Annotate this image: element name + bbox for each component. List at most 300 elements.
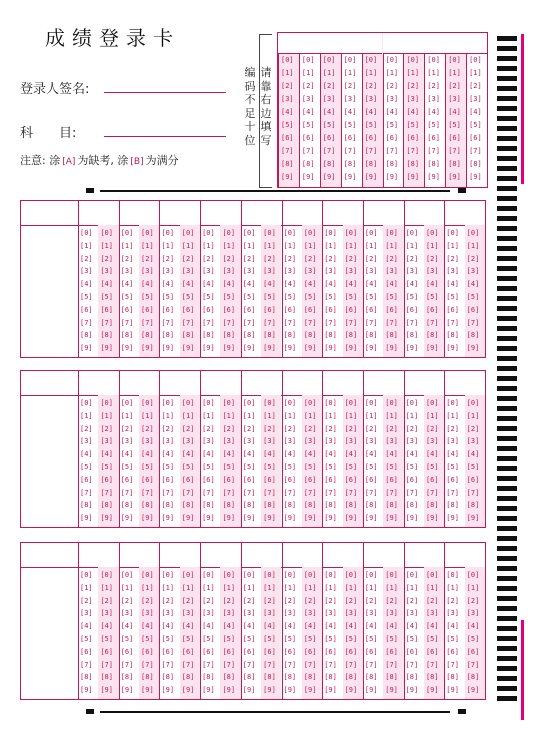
score-bubble-ones[interactable]: [4] [141, 450, 154, 459]
score-bubble-tens[interactable]: [8] [446, 501, 459, 510]
code-bubble[interactable]: [8] [448, 160, 461, 168]
score-bubble-ones[interactable]: [6] [263, 647, 276, 656]
score-bubble-ones[interactable]: [3] [344, 437, 358, 446]
score-bubble-ones[interactable]: [0] [141, 571, 154, 579]
score-bubble-tens[interactable]: [2] [202, 596, 215, 605]
score-bubble-tens[interactable]: [2] [161, 424, 175, 433]
score-bubble-ones[interactable]: [1] [100, 411, 113, 420]
score-bubble-ones[interactable]: [4] [303, 450, 317, 459]
score-bubble-ones[interactable]: [4] [344, 280, 358, 289]
score-bubble-ones[interactable]: [5] [466, 463, 480, 471]
score-bubble-ones[interactable]: [8] [425, 331, 439, 340]
score-bubble-tens[interactable]: [4] [405, 622, 419, 631]
code-bubble[interactable]: [1] [322, 69, 336, 77]
score-bubble-ones[interactable]: [7] [466, 660, 480, 669]
score-bubble-tens[interactable]: [9] [80, 514, 93, 523]
score-bubble-ones[interactable]: [7] [425, 318, 439, 327]
score-bubble-ones[interactable]: [2] [303, 424, 317, 433]
score-bubble-ones[interactable]: [5] [303, 293, 317, 301]
score-bubble-tens[interactable]: [6] [324, 647, 337, 656]
score-bubble-ones[interactable]: [9] [100, 514, 113, 523]
score-bubble-tens[interactable]: [0] [242, 571, 256, 579]
score-bubble-tens[interactable]: [4] [283, 280, 297, 289]
score-bubble-ones[interactable]: [2] [181, 424, 195, 433]
score-bubble-tens[interactable]: [9] [405, 344, 419, 353]
score-bubble-ones[interactable]: [3] [263, 437, 276, 446]
score-bubble-ones[interactable]: [6] [181, 305, 195, 314]
code-bubble[interactable]: [0] [364, 56, 378, 64]
score-bubble-ones[interactable]: [5] [466, 635, 480, 643]
score-bubble-ones[interactable]: [2] [303, 596, 317, 605]
code-bubble[interactable]: [6] [322, 134, 336, 142]
score-bubble-tens[interactable]: [2] [80, 596, 93, 605]
score-bubble-tens[interactable]: [9] [324, 686, 337, 695]
score-bubble-ones[interactable]: [8] [141, 501, 154, 510]
score-bubble-ones[interactable]: [5] [344, 293, 358, 301]
score-bubble-ones[interactable]: [0] [344, 229, 358, 237]
score-bubble-tens[interactable]: [6] [120, 305, 134, 314]
code-bubble[interactable]: [3] [301, 95, 315, 103]
score-bubble-tens[interactable]: [3] [324, 437, 337, 446]
score-bubble-tens[interactable]: [0] [324, 571, 337, 579]
score-bubble-tens[interactable]: [8] [364, 501, 378, 510]
code-bubble[interactable]: [1] [469, 69, 482, 77]
score-bubble-ones[interactable]: [0] [100, 229, 113, 237]
code-bubble[interactable]: [9] [364, 173, 378, 181]
score-bubble-tens[interactable]: [1] [446, 411, 459, 420]
code-bubble[interactable]: [9] [406, 173, 420, 181]
score-bubble-ones[interactable]: [4] [100, 450, 113, 459]
code-bubble[interactable]: [7] [364, 147, 378, 155]
score-bubble-tens[interactable]: [9] [405, 514, 419, 523]
score-bubble-ones[interactable]: [1] [385, 241, 398, 250]
score-bubble-ones[interactable]: [1] [303, 411, 317, 420]
score-bubble-ones[interactable]: [3] [344, 609, 358, 618]
score-bubble-tens[interactable]: [7] [80, 660, 93, 669]
code-bubble[interactable]: [3] [469, 95, 482, 103]
score-bubble-tens[interactable]: [7] [161, 660, 175, 669]
score-bubble-tens[interactable]: [7] [80, 318, 93, 327]
score-bubble-ones[interactable]: [8] [344, 331, 358, 340]
score-bubble-tens[interactable]: [5] [80, 635, 93, 643]
score-bubble-ones[interactable]: [9] [425, 344, 439, 353]
score-bubble-tens[interactable]: [3] [283, 267, 297, 276]
score-bubble-ones[interactable]: [5] [141, 635, 154, 643]
score-bubble-ones[interactable]: [3] [263, 609, 276, 618]
score-bubble-ones[interactable]: [5] [263, 635, 276, 643]
score-bubble-ones[interactable]: [8] [466, 673, 480, 682]
score-bubble-ones[interactable]: [3] [344, 267, 358, 276]
score-bubble-tens[interactable]: [5] [202, 635, 215, 643]
score-bubble-ones[interactable]: [3] [385, 609, 398, 618]
score-bubble-ones[interactable]: [2] [425, 424, 439, 433]
score-bubble-tens[interactable]: [1] [283, 241, 297, 250]
code-bubble[interactable]: [5] [406, 121, 420, 129]
score-bubble-ones[interactable]: [9] [141, 514, 154, 523]
score-bubble-tens[interactable]: [3] [446, 609, 459, 618]
code-bubble[interactable]: [5] [343, 121, 357, 129]
code-bubble[interactable]: [3] [385, 95, 399, 103]
code-bubble[interactable]: [8] [343, 160, 357, 168]
score-bubble-tens[interactable]: [5] [364, 635, 378, 643]
score-bubble-ones[interactable]: [7] [181, 318, 195, 327]
score-bubble-ones[interactable]: [3] [466, 437, 480, 446]
score-bubble-tens[interactable]: [5] [202, 293, 215, 301]
score-bubble-tens[interactable]: [6] [80, 647, 93, 656]
score-bubble-tens[interactable]: [1] [80, 241, 93, 250]
score-bubble-tens[interactable]: [8] [161, 673, 175, 682]
code-bubble[interactable]: [9] [385, 173, 399, 181]
code-bubble[interactable]: [5] [364, 121, 378, 129]
code-bubble[interactable]: [5] [385, 121, 399, 129]
score-bubble-ones[interactable]: [7] [263, 660, 276, 669]
score-bubble-ones[interactable]: [1] [425, 411, 439, 420]
score-bubble-tens[interactable]: [5] [324, 463, 337, 471]
score-bubble-tens[interactable]: [3] [242, 267, 256, 276]
score-bubble-ones[interactable]: [9] [181, 514, 195, 523]
score-bubble-ones[interactable]: [7] [303, 488, 317, 497]
score-bubble-tens[interactable]: [4] [324, 450, 337, 459]
code-bubble[interactable]: [0] [301, 56, 315, 64]
score-bubble-tens[interactable]: [5] [283, 463, 297, 471]
score-bubble-ones[interactable]: [8] [263, 673, 276, 682]
score-bubble-ones[interactable]: [1] [141, 411, 154, 420]
score-bubble-ones[interactable]: [5] [303, 635, 317, 643]
score-bubble-tens[interactable]: [5] [283, 635, 297, 643]
score-bubble-tens[interactable]: [4] [120, 280, 134, 289]
score-bubble-ones[interactable]: [6] [425, 475, 439, 484]
score-bubble-ones[interactable]: [4] [100, 280, 113, 289]
code-bubble[interactable]: [2] [406, 82, 420, 90]
score-bubble-ones[interactable]: [6] [385, 305, 398, 314]
score-bubble-tens[interactable]: [0] [364, 229, 378, 237]
score-bubble-tens[interactable]: [8] [202, 331, 215, 340]
score-bubble-tens[interactable]: [5] [446, 293, 459, 301]
score-bubble-tens[interactable]: [7] [364, 660, 378, 669]
score-bubble-tens[interactable]: [9] [242, 344, 256, 353]
score-bubble-tens[interactable]: [9] [283, 344, 297, 353]
code-bubble[interactable]: [1] [406, 69, 420, 77]
score-bubble-tens[interactable]: [6] [120, 647, 134, 656]
code-bubble[interactable]: [4] [301, 108, 315, 116]
score-bubble-ones[interactable]: [7] [303, 660, 317, 669]
score-bubble-ones[interactable]: [9] [303, 686, 317, 695]
score-bubble-tens[interactable]: [1] [80, 411, 93, 420]
code-bubble[interactable]: [3] [364, 95, 378, 103]
score-bubble-tens[interactable]: [1] [161, 583, 175, 592]
score-bubble-ones[interactable]: [4] [303, 280, 317, 289]
code-bubble[interactable]: [2] [385, 82, 399, 90]
score-bubble-ones[interactable]: [8] [181, 673, 195, 682]
score-bubble-ones[interactable]: [1] [466, 411, 480, 420]
score-bubble-tens[interactable]: [0] [405, 399, 419, 407]
score-bubble-tens[interactable]: [1] [242, 411, 256, 420]
score-bubble-tens[interactable]: [4] [80, 280, 93, 289]
score-bubble-tens[interactable]: [6] [405, 475, 419, 484]
score-bubble-ones[interactable]: [8] [141, 673, 154, 682]
score-bubble-ones[interactable]: [7] [344, 660, 358, 669]
score-bubble-tens[interactable]: [7] [405, 318, 419, 327]
score-bubble-ones[interactable]: [9] [181, 344, 195, 353]
score-bubble-ones[interactable]: [4] [100, 622, 113, 631]
score-bubble-ones[interactable]: [8] [181, 331, 195, 340]
score-bubble-tens[interactable]: [6] [161, 647, 175, 656]
score-bubble-tens[interactable]: [6] [202, 305, 215, 314]
score-bubble-tens[interactable]: [7] [324, 318, 337, 327]
score-bubble-tens[interactable]: [7] [324, 660, 337, 669]
score-bubble-ones[interactable]: [2] [385, 596, 398, 605]
score-bubble-ones[interactable]: [3] [100, 609, 113, 618]
score-bubble-tens[interactable]: [8] [242, 331, 256, 340]
score-bubble-tens[interactable]: [3] [161, 437, 175, 446]
score-bubble-tens[interactable]: [6] [405, 305, 419, 314]
score-bubble-tens[interactable]: [0] [283, 229, 297, 237]
score-bubble-tens[interactable]: [1] [242, 583, 256, 592]
score-bubble-tens[interactable]: [6] [324, 305, 337, 314]
score-bubble-ones[interactable]: [0] [466, 571, 480, 579]
code-bubble[interactable]: [0] [281, 56, 294, 64]
score-bubble-tens[interactable]: [6] [80, 475, 93, 484]
score-bubble-ones[interactable]: [1] [100, 241, 113, 250]
score-bubble-tens[interactable]: [8] [405, 501, 419, 510]
score-bubble-ones[interactable]: [0] [425, 571, 439, 579]
score-bubble-tens[interactable]: [8] [324, 673, 337, 682]
code-bubble[interactable]: [7] [281, 147, 294, 155]
score-bubble-tens[interactable]: [5] [80, 463, 93, 471]
score-bubble-tens[interactable]: [4] [120, 622, 134, 631]
score-bubble-tens[interactable]: [3] [202, 609, 215, 618]
score-bubble-ones[interactable]: [6] [425, 305, 439, 314]
score-bubble-ones[interactable]: [9] [222, 686, 236, 695]
code-bubble[interactable]: [6] [448, 134, 461, 142]
score-bubble-tens[interactable]: [8] [283, 673, 297, 682]
score-bubble-ones[interactable]: [2] [425, 596, 439, 605]
score-bubble-tens[interactable]: [6] [446, 305, 459, 314]
score-bubble-tens[interactable]: [2] [120, 424, 134, 433]
code-bubble[interactable]: [0] [322, 56, 336, 64]
score-bubble-tens[interactable]: [0] [202, 571, 215, 579]
score-bubble-ones[interactable]: [4] [385, 450, 398, 459]
score-bubble-tens[interactable]: [6] [242, 475, 256, 484]
score-bubble-tens[interactable]: [2] [324, 424, 337, 433]
score-bubble-ones[interactable]: [5] [425, 463, 439, 471]
score-bubble-ones[interactable]: [0] [303, 229, 317, 237]
score-bubble-ones[interactable]: [4] [222, 280, 236, 289]
score-bubble-ones[interactable]: [1] [425, 583, 439, 592]
score-bubble-ones[interactable]: [9] [385, 686, 398, 695]
score-bubble-ones[interactable]: [2] [425, 254, 439, 263]
score-bubble-tens[interactable]: [7] [283, 660, 297, 669]
code-bubble[interactable]: [8] [469, 160, 482, 168]
code-bubble[interactable]: [5] [469, 121, 482, 129]
score-bubble-ones[interactable]: [4] [181, 280, 195, 289]
score-bubble-ones[interactable]: [9] [466, 514, 480, 523]
score-bubble-tens[interactable]: [3] [80, 609, 93, 618]
score-bubble-ones[interactable]: [5] [222, 635, 236, 643]
code-bubble[interactable]: [7] [301, 147, 315, 155]
code-bubble[interactable]: [5] [301, 121, 315, 129]
score-bubble-ones[interactable]: [6] [466, 647, 480, 656]
score-bubble-ones[interactable]: [6] [385, 475, 398, 484]
code-bubble[interactable]: [9] [469, 173, 482, 181]
code-bubble[interactable]: [2] [448, 82, 461, 90]
score-bubble-tens[interactable]: [7] [283, 488, 297, 497]
score-bubble-ones[interactable]: [1] [466, 583, 480, 592]
subject-field[interactable] [104, 136, 226, 137]
score-bubble-ones[interactable]: [8] [181, 501, 195, 510]
score-bubble-tens[interactable]: [0] [446, 399, 459, 407]
score-bubble-ones[interactable]: [1] [303, 583, 317, 592]
score-bubble-tens[interactable]: [0] [324, 229, 337, 237]
score-bubble-tens[interactable]: [5] [324, 635, 337, 643]
score-bubble-ones[interactable]: [9] [222, 344, 236, 353]
score-bubble-tens[interactable]: [9] [161, 514, 175, 523]
score-bubble-tens[interactable]: [4] [202, 450, 215, 459]
code-bubble[interactable]: [6] [281, 134, 294, 142]
score-bubble-tens[interactable]: [8] [161, 501, 175, 510]
code-bubble[interactable]: [1] [301, 69, 315, 77]
score-bubble-ones[interactable]: [0] [425, 229, 439, 237]
score-bubble-ones[interactable]: [9] [263, 344, 276, 353]
score-bubble-ones[interactable]: [3] [100, 267, 113, 276]
score-bubble-tens[interactable]: [4] [405, 450, 419, 459]
score-bubble-tens[interactable]: [2] [446, 424, 459, 433]
score-bubble-tens[interactable]: [5] [405, 293, 419, 301]
score-bubble-ones[interactable]: [0] [100, 571, 113, 579]
score-bubble-tens[interactable]: [7] [446, 660, 459, 669]
score-bubble-ones[interactable]: [4] [181, 450, 195, 459]
score-bubble-tens[interactable]: [0] [120, 571, 134, 579]
score-bubble-tens[interactable]: [0] [405, 229, 419, 237]
score-bubble-ones[interactable]: [4] [385, 280, 398, 289]
score-bubble-tens[interactable]: [4] [446, 280, 459, 289]
score-bubble-ones[interactable]: [9] [425, 686, 439, 695]
score-bubble-ones[interactable]: [0] [303, 399, 317, 407]
score-bubble-tens[interactable]: [4] [242, 450, 256, 459]
score-bubble-ones[interactable]: [4] [303, 622, 317, 631]
score-bubble-tens[interactable]: [8] [405, 673, 419, 682]
score-bubble-tens[interactable]: [3] [120, 437, 134, 446]
score-bubble-tens[interactable]: [5] [120, 463, 134, 471]
score-bubble-tens[interactable]: [3] [161, 267, 175, 276]
score-bubble-ones[interactable]: [7] [181, 488, 195, 497]
score-bubble-ones[interactable]: [9] [303, 514, 317, 523]
score-bubble-ones[interactable]: [5] [181, 635, 195, 643]
code-bubble[interactable]: [4] [364, 108, 378, 116]
score-bubble-ones[interactable]: [0] [181, 399, 195, 407]
code-bubble[interactable]: [0] [469, 56, 482, 64]
score-bubble-tens[interactable]: [2] [405, 424, 419, 433]
score-bubble-tens[interactable]: [0] [283, 571, 297, 579]
score-bubble-tens[interactable]: [2] [405, 254, 419, 263]
score-bubble-tens[interactable]: [1] [120, 241, 134, 250]
score-bubble-tens[interactable]: [1] [446, 583, 459, 592]
score-bubble-ones[interactable]: [3] [425, 267, 439, 276]
score-bubble-tens[interactable]: [9] [446, 686, 459, 695]
score-bubble-tens[interactable]: [7] [202, 318, 215, 327]
score-bubble-tens[interactable]: [7] [283, 318, 297, 327]
score-bubble-tens[interactable]: [7] [405, 488, 419, 497]
score-bubble-ones[interactable]: [6] [466, 475, 480, 484]
score-bubble-tens[interactable]: [5] [242, 293, 256, 301]
score-bubble-ones[interactable]: [9] [385, 514, 398, 523]
score-bubble-tens[interactable]: [2] [324, 596, 337, 605]
score-bubble-tens[interactable]: [5] [364, 463, 378, 471]
code-bubble[interactable]: [6] [385, 134, 399, 142]
score-bubble-tens[interactable]: [7] [242, 318, 256, 327]
score-bubble-ones[interactable]: [4] [385, 622, 398, 631]
score-bubble-ones[interactable]: [0] [141, 229, 154, 237]
score-bubble-ones[interactable]: [7] [100, 488, 113, 497]
score-bubble-ones[interactable]: [5] [181, 463, 195, 471]
score-bubble-tens[interactable]: [8] [80, 673, 93, 682]
score-bubble-tens[interactable]: [0] [324, 399, 337, 407]
score-bubble-tens[interactable]: [9] [161, 344, 175, 353]
score-bubble-ones[interactable]: [1] [263, 411, 276, 420]
code-bubble[interactable]: [9] [301, 173, 315, 181]
score-bubble-tens[interactable]: [0] [120, 229, 134, 237]
score-bubble-tens[interactable]: [2] [283, 596, 297, 605]
score-bubble-tens[interactable]: [6] [446, 647, 459, 656]
score-bubble-tens[interactable]: [3] [202, 267, 215, 276]
score-bubble-tens[interactable]: [0] [364, 399, 378, 407]
score-bubble-ones[interactable]: [0] [181, 571, 195, 579]
score-bubble-tens[interactable]: [2] [446, 254, 459, 263]
score-bubble-ones[interactable]: [2] [100, 254, 113, 263]
score-bubble-tens[interactable]: [9] [202, 686, 215, 695]
score-bubble-ones[interactable]: [9] [141, 686, 154, 695]
code-bubble[interactable]: [2] [469, 82, 482, 90]
score-bubble-ones[interactable]: [1] [141, 241, 154, 250]
score-bubble-tens[interactable]: [4] [161, 450, 175, 459]
score-bubble-ones[interactable]: [5] [222, 463, 236, 471]
score-bubble-tens[interactable]: [7] [324, 488, 337, 497]
score-bubble-ones[interactable]: [3] [303, 609, 317, 618]
code-bubble[interactable]: [7] [385, 147, 399, 155]
score-bubble-ones[interactable]: [0] [181, 229, 195, 237]
score-bubble-tens[interactable]: [7] [242, 660, 256, 669]
code-bubble[interactable]: [0] [406, 56, 420, 64]
score-bubble-tens[interactable]: [5] [405, 635, 419, 643]
code-bubble[interactable]: [2] [364, 82, 378, 90]
score-bubble-tens[interactable]: [9] [80, 686, 93, 695]
score-bubble-tens[interactable]: [1] [202, 583, 215, 592]
code-bubble[interactable]: [4] [469, 108, 482, 116]
score-bubble-tens[interactable]: [2] [283, 424, 297, 433]
code-bubble[interactable]: [1] [448, 69, 461, 77]
score-bubble-ones[interactable]: [8] [100, 673, 113, 682]
score-bubble-tens[interactable]: [3] [120, 609, 134, 618]
code-bubble[interactable]: [7] [427, 147, 440, 155]
score-bubble-ones[interactable]: [7] [100, 318, 113, 327]
score-bubble-tens[interactable]: [7] [202, 660, 215, 669]
score-bubble-ones[interactable]: [8] [263, 331, 276, 340]
score-bubble-tens[interactable]: [8] [242, 501, 256, 510]
score-bubble-tens[interactable]: [0] [161, 229, 175, 237]
score-bubble-ones[interactable]: [9] [263, 686, 276, 695]
score-bubble-ones[interactable]: [8] [222, 331, 236, 340]
score-bubble-tens[interactable]: [4] [202, 622, 215, 631]
score-bubble-ones[interactable]: [6] [263, 305, 276, 314]
score-bubble-ones[interactable]: [0] [141, 399, 154, 407]
score-bubble-tens[interactable]: [8] [364, 331, 378, 340]
score-bubble-ones[interactable]: [4] [141, 280, 154, 289]
score-bubble-tens[interactable]: [3] [80, 437, 93, 446]
score-bubble-ones[interactable]: [7] [385, 488, 398, 497]
score-bubble-tens[interactable]: [1] [283, 411, 297, 420]
score-bubble-ones[interactable]: [0] [385, 229, 398, 237]
score-bubble-tens[interactable]: [6] [202, 475, 215, 484]
